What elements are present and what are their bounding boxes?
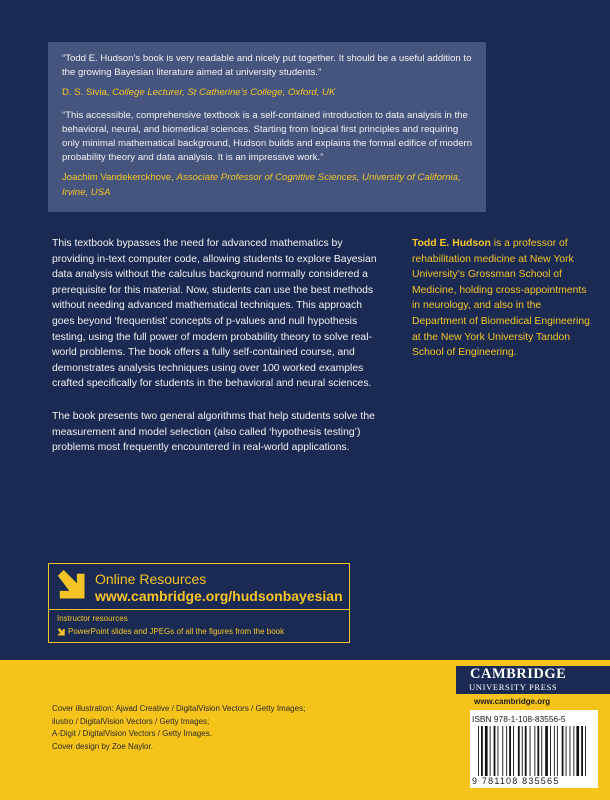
author-name: Todd E. Hudson xyxy=(412,238,491,249)
barcode-bar xyxy=(490,726,491,776)
description-paragraph-1: This textbook bypasses the need for advanced mathematics by providing in-text computer code, allowing students to explore Bayesian data analysis without the calculus background normally considered a prerequisite for this material. Now, students can use the best methods without needing advanced mathematical techniques. This approach goes beyond ‘frequentist’ concepts of p-values and null hypothesis testing, using the full power of modern probability theory to solve real-world problems. The book offers a fully self-contained course, and demonstrates analysis techniques using over 100 worked examples crafted specifically for students in the behavioral and neural sciences. xyxy=(52,238,377,390)
credit-line: ilustro / DigitalVision Vectors / Getty Images; xyxy=(52,716,210,726)
barcode-bar xyxy=(478,726,479,776)
barcode-bar xyxy=(518,726,520,776)
endorsement-attribution-1: D. S. Sivia, College Lecturer, St Catherine’s College, Oxford, UK xyxy=(62,87,336,99)
barcode-bar xyxy=(566,726,567,776)
barcode-bar xyxy=(562,726,564,776)
isbn-label: ISBN 978-1-108-83556-5 xyxy=(472,714,566,724)
online-resources-url[interactable]: www.cambridge.org/hudsonbayesian xyxy=(95,588,343,604)
isbn-barcode xyxy=(470,710,598,788)
barcode-bar xyxy=(585,726,586,776)
barcode-bar xyxy=(545,726,548,776)
publisher-name: CAMBRIDGE xyxy=(470,666,567,682)
barcode-bar xyxy=(573,726,574,776)
barcode-bar xyxy=(485,726,488,776)
online-resources-header xyxy=(49,564,349,610)
book-description xyxy=(52,236,382,473)
publisher-subtitle: UNIVERSITY PRESS xyxy=(469,682,558,692)
barcode-bar xyxy=(513,726,514,776)
barcode-bar xyxy=(509,726,511,776)
endorsement-attribution-2: Joachim Vandekerckhove, Associate Professor of Cognitive Sciences, University of California, Irvine, USA xyxy=(62,172,461,198)
barcode-bar xyxy=(522,726,523,776)
instructor-resources-item-text: PowerPoint slides and JPEGs of all the figures from the book xyxy=(68,627,285,636)
endorsements-box xyxy=(48,42,486,212)
barcode-bar xyxy=(557,726,558,776)
barcode-bar xyxy=(534,726,535,776)
barcode-bar xyxy=(530,726,531,776)
barcode-bar xyxy=(506,726,507,776)
online-resources-title: Online Resources xyxy=(95,571,207,587)
barcode-bar xyxy=(581,726,583,776)
credit-line: Cover illustration: Ajwad Creative / DigitalVision Vectors / Getty Images; xyxy=(52,704,306,713)
cover-credits xyxy=(52,703,305,753)
barcode-bar xyxy=(550,726,551,776)
online-resources-box xyxy=(48,563,350,643)
barcode-bar xyxy=(576,726,579,776)
barcode-bar xyxy=(525,726,527,776)
credit-line: Cover design by Zoe Naylor. xyxy=(52,741,153,751)
barcode-bar xyxy=(570,726,571,776)
instructor-resources-item xyxy=(57,627,284,637)
instructor-resources-heading: Instructor resources xyxy=(57,614,128,623)
endorsement-quote-2: “This accessible, comprehensive textbook is a self-contained introduction to data analysis in the behavioral, neural, and biomedical sciences. Starting from logical first principles and requiring only minimal mathematical background, Hudson builds and explains the formal edifice of modern probability theory and data analysis. It is an impressive work.” xyxy=(62,109,473,164)
barcode-bar xyxy=(494,726,496,776)
barcode-bar xyxy=(498,726,499,776)
bottom-band xyxy=(0,660,610,800)
description-paragraph-2: The book presents two general algorithms that help students solve the measurement and model selection (also called ‘hypothesis testing’) problems most frequently encountered in real-world applications. xyxy=(52,410,375,454)
barcode-bar xyxy=(554,726,555,776)
author-bio xyxy=(412,236,590,361)
endorsement-quote-1: “Todd E. Hudson’s book is very readable and nicely put together. It should be a useful addition to the growing Bayesian literature aimed at university students.” xyxy=(62,53,472,79)
barcode-bar xyxy=(541,726,542,776)
barcode-bar xyxy=(502,726,503,776)
arrow-down-right-icon xyxy=(57,628,65,636)
arrow-down-right-icon xyxy=(57,570,87,602)
publisher-logo xyxy=(456,666,610,694)
barcode-bar xyxy=(537,726,539,776)
author-bio-text: is a professor of rehabilitation medicine at New York University’s Grossman School of Medicine, holding cross-appointments in neurology, and also in the Department of Biomedical Engineering at the New York University Tandon School of Engineering. xyxy=(412,238,590,359)
credit-line: A-Digit / DigitalVision Vectors / Getty Images. xyxy=(52,729,212,738)
barcode-bar xyxy=(481,726,483,776)
barcode-number: 9 781108 835565 xyxy=(472,776,560,786)
publisher-website[interactable]: www.cambridge.org xyxy=(474,697,551,706)
